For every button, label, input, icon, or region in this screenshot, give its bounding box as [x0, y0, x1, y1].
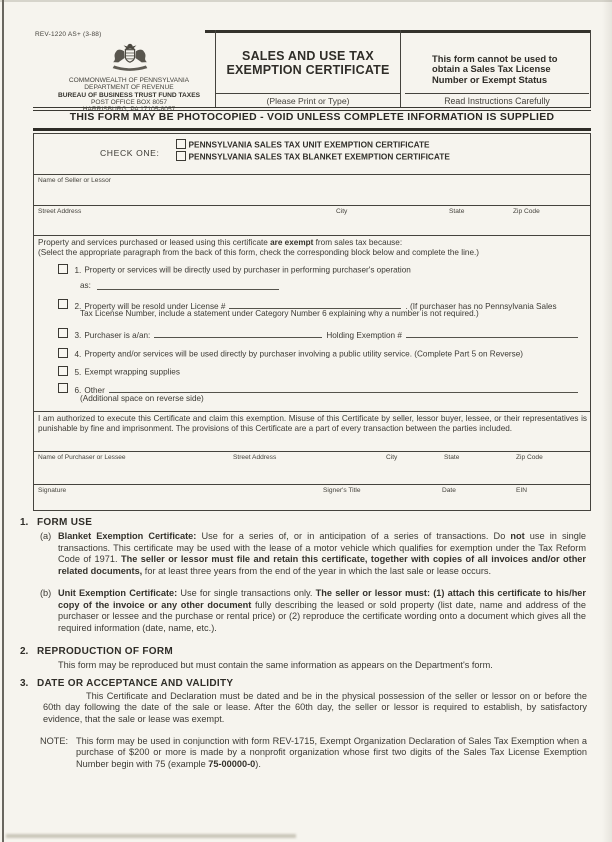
signature-label: Signature [38, 487, 67, 494]
purchaser-street-label: Street Address [233, 454, 277, 461]
signature-field[interactable] [34, 485, 590, 512]
ein-label: EIN [516, 487, 527, 494]
form-title-line1: SALES AND USE TAX [242, 49, 374, 63]
item1-text: Property or services will be directly used by purchaser in performing purchaser's operation [84, 265, 411, 275]
exempt-item-6 [58, 383, 582, 395]
header-divider-right [400, 30, 401, 108]
seller-name-row [34, 175, 590, 206]
usage-notice: This form cannot be used to obtain a Sales Tax License Number or Exempt Status [432, 53, 558, 85]
item6-number: 6. [74, 385, 82, 395]
scan-edge-left [2, 0, 4, 842]
item1-checkbox[interactable] [58, 264, 68, 274]
agency-line: POST OFFICE BOX 8057 [90, 98, 168, 106]
header-top-rule [205, 30, 591, 33]
scan-shadow-right [602, 0, 612, 842]
reproduction-paragraph: This form may be reproduced but must contain the same information as appears on the Department's form. [58, 660, 493, 670]
section2-heading: REPRODUCTION OF FORM [37, 646, 173, 657]
agency-address-block [33, 77, 225, 113]
check-one-section [34, 134, 590, 175]
item1-operation-line[interactable] [97, 281, 279, 290]
header-divider-edge [590, 30, 591, 108]
banner-bottom-rule [33, 128, 591, 131]
item6-other-line[interactable] [109, 384, 578, 393]
item3-number: 3. [74, 330, 82, 340]
seller-address-row [34, 206, 590, 236]
exempt-item-6-note: (Additional space on reverse side) [80, 394, 204, 403]
unit-certificate-checkbox[interactable] [176, 139, 186, 149]
read-instructions-note: Read Instructions Carefully [444, 96, 550, 106]
authorization-text: I am authorized to execute this Certificate and claim this exemption. Misuse of this Certificate by seller, lessor buyer, lessee, or their representatives is punishable by fine and imprisonment. The provisions of this Certificate are a part of every transaction between the parties included. [38, 414, 587, 433]
form-number: REV-1220 AS+ (3-88) [35, 31, 102, 38]
exempt-item-5 [58, 366, 582, 377]
blanket-certificate-paragraph: Blanket Exemption Certificate: Use for a series of, or in anticipation of a series of transactions. Do not use in single transactions. This certificate may be used with the lease of a motor vehicle which qualifies for exemption under the Tax Reform Code of 1971. The seller or lessor must file and retain this certificate, together with copies of all invoices and/or other related documents, for at least three years from the end of the year in which the last sale or lease occurs. [58, 531, 586, 576]
item6-checkbox[interactable] [58, 383, 68, 393]
exempt-item-1 [58, 264, 582, 275]
item2-checkbox[interactable] [58, 299, 68, 309]
agency-line: DEPARTMENT OF REVENUE [84, 84, 174, 92]
seller-name-label: Name of Seller or Lessor [38, 177, 111, 184]
item4-checkbox[interactable] [58, 348, 68, 358]
item1-number: 1. [74, 265, 82, 275]
scan-edge-top [0, 0, 612, 2]
item2-license-line[interactable] [229, 300, 401, 309]
item3-exemption-number-line[interactable] [406, 329, 578, 338]
check-one-label: CHECK ONE: [100, 148, 160, 158]
item3-text-mid: Holding Exemption # [326, 330, 402, 340]
exempt-item-3 [58, 328, 582, 340]
item3-checkbox[interactable] [58, 328, 68, 338]
center-rule [215, 93, 401, 94]
purchaser-row [34, 451, 590, 484]
agency-line: BUREAU OF BUSINESS TRUST FUND TAXES [57, 91, 201, 99]
authorization-section [34, 412, 590, 451]
item-a-label: (a) [40, 531, 52, 541]
item5-number: 5. [74, 367, 82, 377]
exempt-intro-line2: (Select the appropriate paragraph from the back of this form, check the corresponding block below and complete the line.) [38, 248, 480, 257]
item2-number: 2. [74, 301, 82, 311]
exemption-reason-section [34, 236, 590, 412]
item4-text: Property and/or services will be used directly by purchaser involving a public utility service. (Complete Part 5 on Reverse) [84, 349, 524, 359]
print-or-type-note: (Please Print or Type) [266, 96, 350, 106]
scan-smudge-bottom [6, 834, 296, 838]
item4-number: 4. [74, 349, 82, 359]
section3-heading: DATE OR ACCEPTANCE AND VALIDITY [37, 678, 234, 689]
section1-number: 1. [20, 517, 29, 528]
item3-purchaser-type-line[interactable] [154, 329, 322, 338]
form-title [216, 50, 400, 77]
purchaser-state-label: State [444, 454, 460, 461]
exempt-intro-line1: Property and services purchased or leased using this certificate are exempt from sales tax because: [38, 238, 403, 247]
exempt-item-4 [58, 348, 582, 359]
blanket-certificate-label: PENNSYLVANIA SALES TAX BLANKET EXEMPTION CERTIFICATE [188, 151, 450, 162]
purchaser-name-label: Name of Purchaser or Lessee [38, 454, 126, 461]
pennsylvania-coat-of-arms-icon [105, 42, 155, 79]
seller-name-field[interactable] [34, 175, 590, 205]
note-paragraph: This form may be used in conjunction with form REV-1715, Exempt Organization Declaration of Sales Tax Exemption when a purchase of $200 or more is made by a nonprofit organization whose first two digits of the Sales Tax License Exemption Number begin with 75 (example 75-00000-0). [76, 736, 587, 769]
signers-title-label: Signer's Title [323, 487, 361, 494]
certificate-box [33, 133, 591, 511]
signature-row [34, 484, 590, 512]
item5-text: Exempt wrapping supplies [84, 367, 180, 377]
form-title-line2: EXEMPTION CERTIFICATE [226, 62, 390, 77]
item2-text-after: . (If purchaser has no Pennsylvania Sales [405, 301, 557, 311]
purchaser-field[interactable] [34, 452, 590, 484]
section3-number: 3. [20, 678, 29, 689]
section1-heading: FORM USE [37, 517, 93, 528]
section2-number: 2. [20, 646, 29, 657]
exempt-item-1-line [80, 281, 582, 290]
item1-as-label: as: [80, 281, 91, 290]
blanket-certificate-option[interactable] [176, 151, 450, 162]
item5-checkbox[interactable] [58, 366, 68, 376]
validity-paragraph: This Certificate and Declaration must be dated and be in the physical possession of the seller or lessor on or before the 60th day following the date of the sale or lease. After the 60th day, the seller or lessor is required to establish, by satisfactory evidence, that the sale or lease was exempt. [43, 691, 587, 724]
blanket-certificate-checkbox[interactable] [176, 151, 186, 161]
seller-state-label: State [449, 208, 465, 215]
purchaser-city-label: City [386, 454, 398, 461]
purchaser-zip-label: Zip Code [516, 454, 543, 461]
unit-certificate-paragraph: Unit Exemption Certificate: Use for single transactions only. The seller or lessor must: (1) attach this certificate to his/her copy of the invoice or any other document fully describing the leased or sold property (list date, name and address of the purchaser or lessee and the purchase or rental price) or (2) reproduce the certificate wording onto a document which gives all the required information (date, name, etc.). [58, 588, 586, 633]
agency-line: COMMONWEALTH OF PENNSYLVANIA [68, 77, 190, 84]
date-label: Date [442, 487, 456, 494]
seller-street-label: Street Address [38, 208, 82, 215]
item3-text-before: Purchaser is a/an: [84, 330, 151, 340]
photocopy-banner: THIS FORM MAY BE PHOTOCOPIED - VOID UNLESS COMPLETE INFORMATION IS SUPPLIED [69, 112, 555, 123]
seller-zip-label: Zip Code [513, 208, 540, 215]
item2-text-before: Property will be resold under License # [84, 301, 226, 311]
right-rule [405, 93, 589, 94]
item6-label: Other [84, 385, 105, 395]
double-rule-bottom [33, 110, 591, 111]
unit-certificate-option[interactable] [176, 139, 430, 150]
seller-address-field[interactable] [34, 206, 590, 235]
seller-city-label: City [336, 208, 348, 215]
double-rule-top [33, 107, 591, 108]
item-b-label: (b) [40, 588, 52, 598]
unit-certificate-label: PENNSYLVANIA SALES TAX UNIT EXEMPTION CERTIFICATE [188, 139, 430, 150]
note-label: NOTE: [40, 736, 69, 746]
exempt-item-2-line2: Tax License Number, include a statement under Category Number 6 explaining why a number is not required.) [80, 309, 479, 318]
